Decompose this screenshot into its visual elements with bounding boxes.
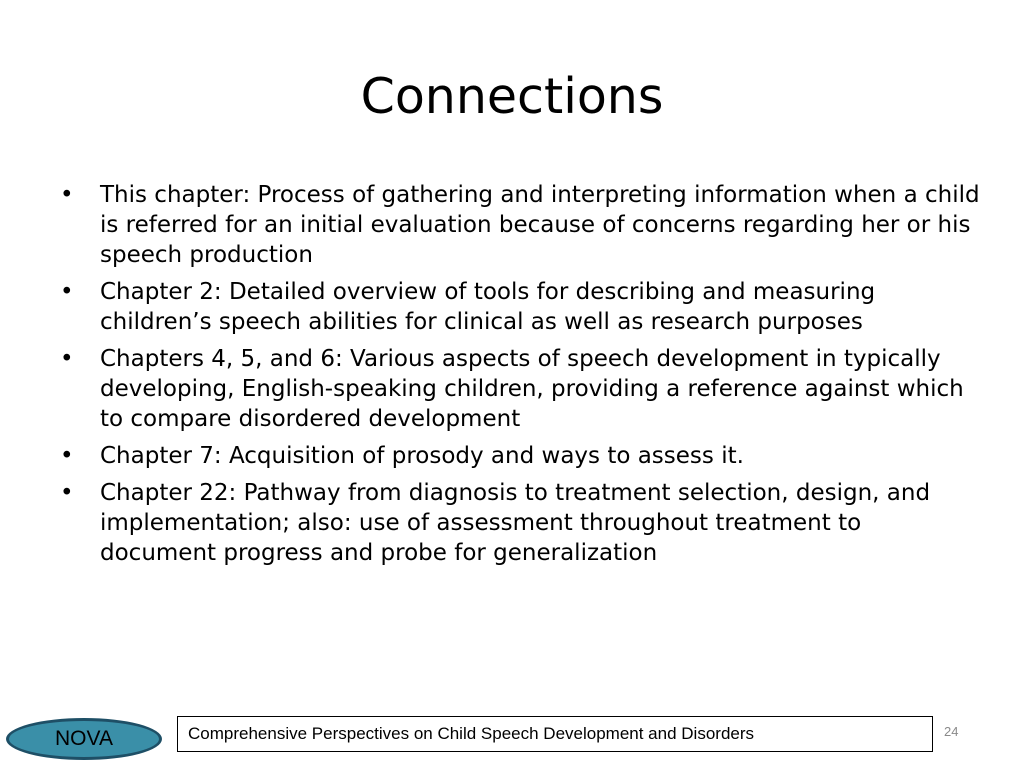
- footer-book-title: Comprehensive Perspectives on Child Speech Development and Disorders: [177, 716, 933, 752]
- bullet-item: [60, 478, 980, 568]
- bullet-icon: •: [60, 279, 74, 305]
- nova-badge: NOVA: [6, 718, 162, 760]
- bullet-text: Chapter 22: Pathway from diagnosis to treatment selection, design, and implementation; also: use of assessment throughout treatment to document progress and probe for generalization: [100, 480, 931, 566]
- bullet-list: [60, 180, 980, 575]
- slide-title: Connections: [360, 68, 664, 125]
- bullet-text: Chapter 2: Detailed overview of tools for describing and measuring children’s speech abilities for clinical as well as research purposes: [100, 279, 876, 335]
- bullet-icon: •: [60, 443, 74, 469]
- bullet-item: [60, 344, 980, 434]
- page-number: 24: [944, 724, 959, 739]
- bullet-text: Chapters 4, 5, and 6: Various aspects of speech development in typically developing, English-speaking children, providing a reference against which to compare disordered development: [100, 346, 964, 432]
- bullet-icon: •: [60, 480, 74, 506]
- bullet-text: Chapter 7: Acquisition of prosody and ways to assess it.: [100, 443, 744, 469]
- bullet-item: [60, 180, 980, 270]
- bullet-icon: •: [60, 346, 74, 372]
- bullet-icon: •: [60, 182, 74, 208]
- bullet-item: [60, 441, 980, 471]
- bullet-text: This chapter: Process of gathering and interpreting information when a child is referred for an initial evaluation because of concerns regarding her or his speech production: [100, 182, 980, 268]
- bullet-item: [60, 277, 980, 337]
